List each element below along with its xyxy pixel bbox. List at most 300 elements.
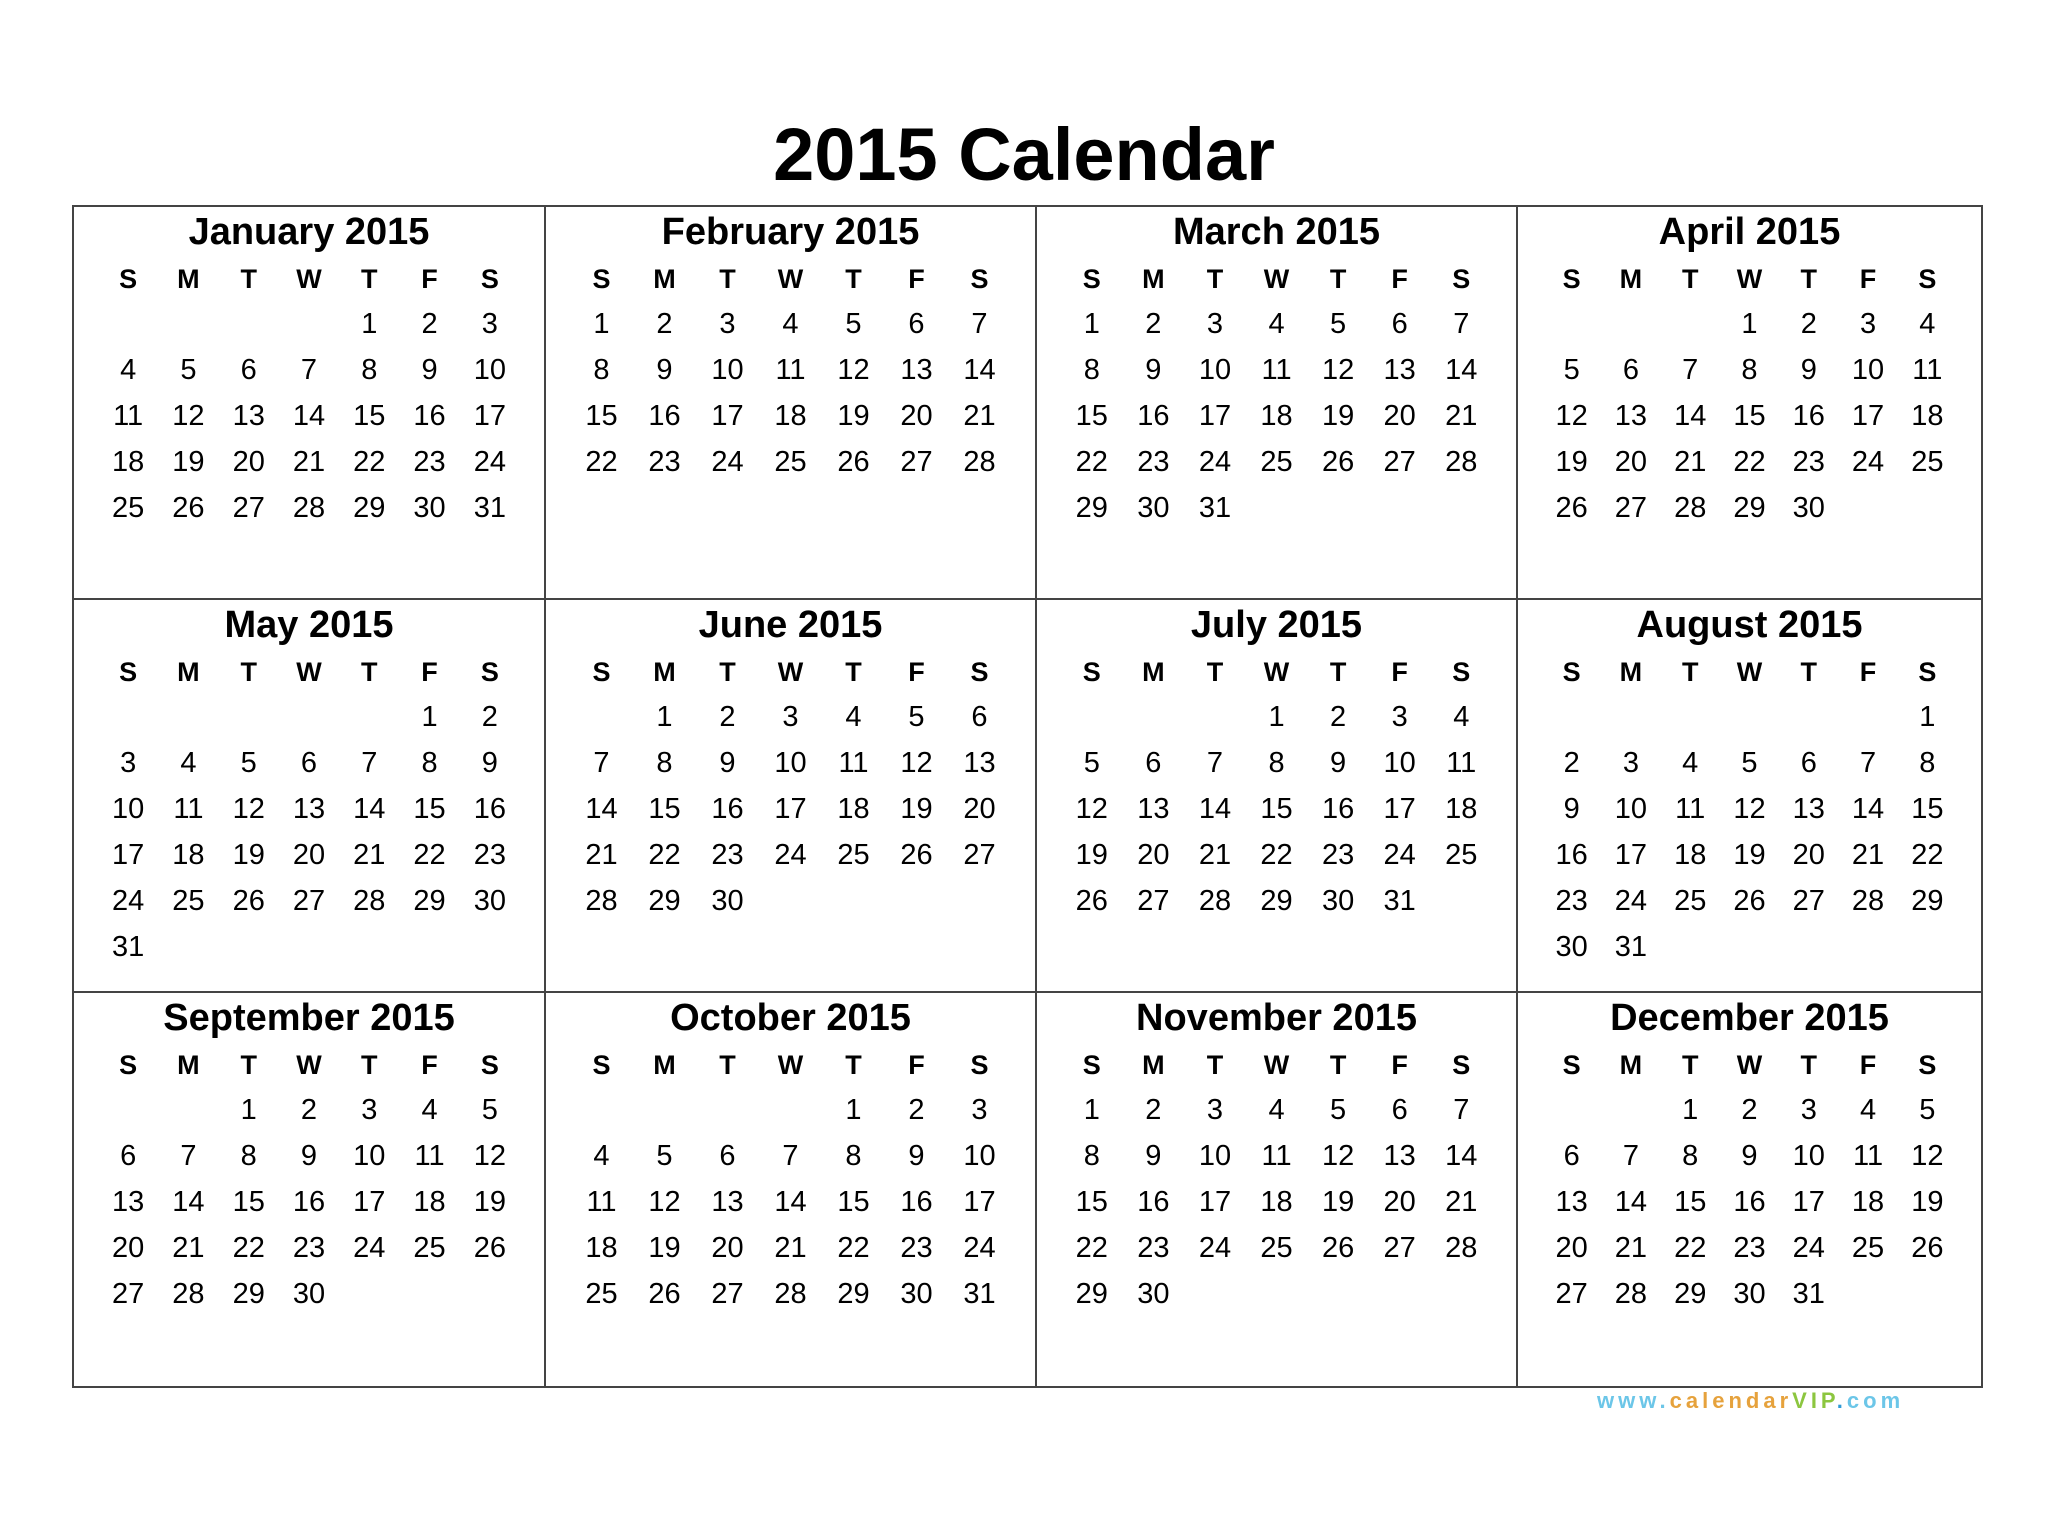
- day-cell: 1: [1741, 307, 1758, 340]
- day-cell: 10: [774, 746, 807, 779]
- week-row: [74, 1133, 544, 1179]
- month-title: August 2015: [1636, 604, 1863, 646]
- weekday-label: S: [119, 1049, 138, 1080]
- weekday-label: T: [1681, 1049, 1699, 1080]
- month-panel: [1518, 207, 1981, 600]
- day-cell: 23: [1555, 884, 1588, 917]
- week-row: [74, 924, 544, 970]
- day-cell: 8: [593, 353, 610, 386]
- weekday-label: M: [653, 656, 676, 687]
- day-cell: 11: [838, 746, 869, 779]
- week-row: [1037, 485, 1516, 531]
- week-row: [74, 740, 544, 786]
- day-cell: 3: [361, 1093, 378, 1126]
- weekday-label: S: [592, 1049, 611, 1080]
- weekday-label: S: [119, 263, 138, 294]
- day-cell: 12: [1075, 792, 1108, 825]
- day-cell: 27: [900, 445, 933, 478]
- day-cell: 4: [782, 307, 799, 340]
- weekday-label: S: [480, 263, 499, 294]
- day-cell: 28: [1674, 491, 1707, 524]
- weekday-label: W: [777, 1049, 804, 1080]
- day-cell: 1: [1268, 700, 1285, 733]
- day-cell: 9: [1145, 353, 1162, 386]
- day-cell: 17: [112, 838, 145, 871]
- week-row: [74, 485, 544, 531]
- day-cell: 26: [172, 491, 205, 524]
- day-cell: 8: [361, 353, 378, 386]
- week-row: [546, 439, 1035, 485]
- day-cell: 23: [1137, 1231, 1170, 1264]
- weekday-header-row: [74, 1043, 544, 1087]
- day-cell: 13: [1137, 792, 1170, 825]
- day-cell: 5: [1083, 746, 1100, 779]
- day-cell: 28: [585, 884, 618, 917]
- day-cell: 12: [1911, 1139, 1944, 1172]
- day-cell: 5: [845, 307, 862, 340]
- day-cell: 28: [292, 491, 326, 524]
- day-cell: 8: [1682, 1139, 1699, 1172]
- day-cell: 30: [1733, 1277, 1766, 1310]
- weekday-label: W: [1736, 656, 1763, 687]
- day-cell: 11: [113, 399, 144, 432]
- day-cell: 5: [180, 353, 197, 386]
- day-cell: 2: [656, 307, 673, 340]
- month-panel: [1037, 993, 1518, 1386]
- day-cell: 20: [1137, 838, 1170, 871]
- week-row: [1037, 694, 1516, 740]
- day-cell: 27: [1383, 445, 1416, 478]
- week-row: [546, 786, 1035, 832]
- watermark-dot: .: [1836, 1388, 1847, 1413]
- day-cell: 10: [112, 792, 145, 825]
- day-cell: 27: [1792, 884, 1825, 917]
- day-cell: 11: [1261, 1139, 1292, 1172]
- week-row: [74, 347, 544, 393]
- day-cell: 13: [292, 792, 326, 825]
- day-cell: 8: [421, 746, 438, 779]
- day-cell: 21: [1851, 838, 1885, 871]
- day-cell: 28: [774, 1277, 807, 1310]
- watermark-calendar: calendar: [1669, 1388, 1793, 1413]
- day-cell: 10: [1851, 353, 1885, 386]
- day-cell: 4: [120, 353, 137, 386]
- day-cell: 3: [719, 307, 736, 340]
- weekday-header-row: [1518, 1043, 1981, 1087]
- day-cell: 7: [593, 746, 610, 779]
- day-cell: 20: [1614, 445, 1648, 478]
- weekday-label: T: [1681, 656, 1699, 687]
- day-cell: 14: [1445, 353, 1478, 386]
- day-cell: 24: [774, 838, 807, 871]
- day-cell: 16: [1792, 399, 1825, 432]
- day-cell: 25: [1851, 1231, 1885, 1264]
- week-row: [546, 694, 1035, 740]
- weekday-label: T: [361, 263, 378, 294]
- day-cell: 14: [963, 353, 996, 386]
- week-row: [1518, 1133, 1981, 1179]
- day-cell: 19: [648, 1231, 681, 1264]
- day-cell: 20: [1792, 838, 1825, 871]
- day-cell: 2: [908, 1093, 925, 1126]
- day-cell: 18: [1911, 399, 1944, 432]
- week-row: [1037, 393, 1516, 439]
- day-cell: 28: [353, 884, 386, 917]
- weekday-label: T: [1800, 263, 1818, 294]
- day-cell: 25: [1445, 838, 1478, 871]
- week-row: [74, 1087, 544, 1133]
- day-cell: 23: [292, 1231, 326, 1264]
- month-title: March 2015: [1172, 211, 1380, 253]
- weekday-label: F: [421, 1049, 438, 1080]
- day-cell: 20: [1383, 1185, 1416, 1218]
- watermark-www: www.: [1597, 1388, 1670, 1413]
- day-cell: 26: [473, 1231, 506, 1264]
- day-cell: 6: [120, 1139, 137, 1172]
- weekday-label: F: [421, 263, 438, 294]
- weekday-label: W: [777, 263, 804, 294]
- day-cell: 23: [711, 838, 744, 871]
- day-cell: 9: [300, 1139, 318, 1172]
- day-cell: 25: [1260, 1231, 1293, 1264]
- week-row: [546, 1179, 1035, 1225]
- month-panel: [546, 600, 1037, 993]
- day-cell: 20: [711, 1231, 744, 1264]
- day-cell: 12: [232, 792, 265, 825]
- week-row: [1037, 1271, 1516, 1317]
- day-cell: 19: [172, 445, 205, 478]
- day-cell: 29: [648, 884, 681, 917]
- day-cell: 7: [971, 307, 988, 340]
- day-cell: 2: [1145, 1093, 1162, 1126]
- weekday-label: M: [1619, 1049, 1643, 1080]
- day-cell: 27: [711, 1277, 744, 1310]
- day-cell: 8: [1083, 1139, 1100, 1172]
- weekday-header-row: [1518, 257, 1981, 301]
- day-cell: 1: [1919, 700, 1936, 733]
- weekday-label: F: [421, 656, 438, 687]
- day-cell: 12: [1321, 1139, 1355, 1172]
- weekday-header-row: [1037, 650, 1516, 694]
- week-row: [546, 393, 1035, 439]
- day-cell: 14: [1198, 792, 1232, 825]
- week-row: [1037, 832, 1516, 878]
- weekday-label: S: [970, 263, 989, 294]
- day-cell: 27: [232, 491, 265, 524]
- day-cell: 18: [1260, 1185, 1293, 1218]
- day-cell: 1: [593, 307, 610, 340]
- weekday-label: M: [1619, 656, 1643, 687]
- weekday-label: F: [1859, 1049, 1877, 1080]
- weekday-label: W: [1263, 1049, 1290, 1080]
- day-cell: 18: [774, 399, 807, 432]
- day-cell: 1: [1083, 1093, 1100, 1126]
- week-row: [546, 832, 1035, 878]
- week-row: [546, 347, 1035, 393]
- day-cell: 7: [1206, 746, 1224, 779]
- day-cell: 12: [648, 1185, 681, 1218]
- day-cell: 4: [1682, 746, 1699, 779]
- weekday-label: T: [1329, 656, 1347, 687]
- day-cell: 27: [1137, 884, 1170, 917]
- weekday-label: S: [970, 656, 989, 687]
- day-cell: 15: [1260, 792, 1293, 825]
- day-cell: 29: [1911, 884, 1944, 917]
- day-cell: 7: [361, 746, 378, 779]
- day-cell: 12: [172, 399, 205, 432]
- weekday-label: S: [1918, 656, 1937, 687]
- day-cell: 2: [300, 1093, 318, 1126]
- day-cell: 23: [648, 445, 681, 478]
- weekday-label: T: [1206, 263, 1224, 294]
- day-cell: 30: [413, 491, 446, 524]
- day-cell: 20: [112, 1231, 145, 1264]
- month-title: October 2015: [670, 997, 911, 1039]
- day-cell: 25: [413, 1231, 446, 1264]
- day-cell: 10: [1198, 353, 1232, 386]
- day-cell: 31: [112, 930, 145, 963]
- day-cell: 11: [1261, 353, 1292, 386]
- day-cell: 30: [1792, 491, 1825, 524]
- day-cell: 9: [481, 746, 498, 779]
- day-cell: 8: [240, 1139, 257, 1172]
- day-cell: 24: [1614, 884, 1648, 917]
- day-cell: 3: [782, 700, 799, 733]
- day-cell: 17: [1792, 1185, 1825, 1218]
- week-row: [74, 878, 544, 924]
- day-cell: 23: [413, 445, 446, 478]
- day-cell: 25: [1911, 445, 1944, 478]
- day-cell: 28: [1614, 1277, 1648, 1310]
- weekday-header-row: [74, 650, 544, 694]
- weekday-header-row: [546, 257, 1035, 301]
- day-cell: 25: [172, 884, 205, 917]
- weekday-label: W: [1263, 656, 1290, 687]
- day-cell: 30: [473, 884, 506, 917]
- day-cell: 26: [837, 445, 870, 478]
- day-cell: 5: [240, 746, 257, 779]
- weekday-label: W: [1736, 1049, 1763, 1080]
- day-cell: 21: [585, 838, 618, 871]
- day-cell: 1: [1682, 1093, 1699, 1126]
- week-row: [74, 1271, 544, 1317]
- day-cell: 29: [1733, 491, 1766, 524]
- day-cell: 8: [1083, 353, 1100, 386]
- week-row: [1518, 1087, 1981, 1133]
- week-row: [1518, 1225, 1981, 1271]
- day-cell: 19: [837, 399, 870, 432]
- day-cell: 29: [1260, 884, 1293, 917]
- day-cell: 30: [1321, 884, 1355, 917]
- weekday-label: T: [719, 1049, 736, 1080]
- day-cell: 9: [1741, 1139, 1758, 1172]
- week-row: [1037, 1179, 1516, 1225]
- day-cell: 4: [180, 746, 197, 779]
- month-panel: [1518, 993, 1981, 1386]
- weekday-label: T: [1800, 1049, 1818, 1080]
- day-cell: 2: [481, 700, 498, 733]
- day-cell: 15: [648, 792, 681, 825]
- week-row: [74, 1225, 544, 1271]
- weekday-label: T: [361, 656, 378, 687]
- day-cell: 28: [1445, 1231, 1478, 1264]
- week-row: [1037, 1133, 1516, 1179]
- day-cell: 8: [1741, 353, 1758, 386]
- weekday-label: S: [1452, 1049, 1471, 1080]
- day-cell: 8: [1919, 746, 1936, 779]
- day-cell: 11: [173, 792, 204, 825]
- day-cell: 5: [1741, 746, 1758, 779]
- day-cell: 19: [1555, 445, 1588, 478]
- day-cell: 16: [1555, 838, 1588, 871]
- day-cell: 3: [481, 307, 498, 340]
- day-cell: 7: [180, 1139, 197, 1172]
- day-cell: 12: [1733, 792, 1766, 825]
- day-cell: 3: [1391, 700, 1408, 733]
- day-cell: 11: [775, 353, 806, 386]
- week-row: [1518, 1271, 1981, 1317]
- weekday-label: S: [1918, 263, 1937, 294]
- day-cell: 2: [1800, 307, 1817, 340]
- month-panel: [1518, 600, 1981, 993]
- day-cell: 17: [1198, 1185, 1232, 1218]
- day-cell: 18: [837, 792, 870, 825]
- day-cell: 7: [1453, 307, 1470, 340]
- day-cell: 19: [1911, 1185, 1944, 1218]
- calendar-grid: [72, 205, 1983, 1388]
- day-cell: 27: [1555, 1277, 1588, 1310]
- weekday-label: S: [1562, 263, 1581, 294]
- day-cell: 3: [971, 1093, 988, 1126]
- day-cell: 16: [292, 1185, 326, 1218]
- day-cell: 4: [421, 1093, 438, 1126]
- day-cell: 31: [1383, 884, 1416, 917]
- day-cell: 7: [1682, 353, 1699, 386]
- week-row: [74, 832, 544, 878]
- day-cell: 2: [1330, 700, 1347, 733]
- day-cell: 24: [1851, 445, 1885, 478]
- day-cell: 27: [963, 838, 996, 871]
- day-cell: 4: [593, 1139, 610, 1172]
- month-panel: [1037, 600, 1518, 993]
- day-cell: 12: [1555, 399, 1588, 432]
- month-panel: [74, 207, 546, 600]
- watermark-com: com: [1846, 1388, 1905, 1413]
- week-row: [1037, 786, 1516, 832]
- day-cell: 1: [1083, 307, 1100, 340]
- day-cell: 13: [1614, 399, 1648, 432]
- day-cell: 31: [473, 491, 506, 524]
- weekday-label: M: [1142, 656, 1165, 687]
- day-cell: 12: [473, 1139, 506, 1172]
- day-cell: 17: [353, 1185, 386, 1218]
- weekday-label: W: [1263, 263, 1290, 294]
- day-cell: 23: [473, 838, 506, 871]
- day-cell: 23: [1733, 1231, 1766, 1264]
- weekday-label: F: [908, 656, 925, 687]
- day-cell: 17: [1198, 399, 1232, 432]
- day-cell: 6: [1622, 353, 1639, 386]
- day-cell: 18: [1674, 838, 1707, 871]
- day-cell: 21: [172, 1231, 205, 1264]
- week-row: [546, 1225, 1035, 1271]
- weekday-label: F: [1859, 656, 1877, 687]
- weekday-label: M: [1619, 263, 1643, 294]
- weekday-header-row: [546, 1043, 1035, 1087]
- day-cell: 18: [172, 838, 205, 871]
- day-cell: 4: [845, 700, 862, 733]
- day-cell: 22: [1911, 838, 1944, 871]
- weekday-label: T: [845, 1049, 862, 1080]
- day-cell: 16: [413, 399, 446, 432]
- day-cell: 19: [1733, 838, 1766, 871]
- day-cell: 13: [711, 1185, 744, 1218]
- week-row: [1518, 878, 1981, 924]
- week-row: [74, 301, 544, 347]
- day-cell: 24: [1198, 445, 1232, 478]
- day-cell: 9: [719, 746, 736, 779]
- day-cell: 21: [774, 1231, 807, 1264]
- weekday-label: S: [970, 1049, 989, 1080]
- weekday-header-row: [74, 257, 544, 301]
- week-row: [546, 1087, 1035, 1133]
- watermark-vip: VIP: [1792, 1388, 1837, 1413]
- day-cell: 24: [112, 884, 145, 917]
- day-cell: 28: [1198, 884, 1232, 917]
- day-cell: 7: [300, 353, 318, 386]
- weekday-header-row: [1518, 650, 1981, 694]
- weekday-header-row: [1037, 1043, 1516, 1087]
- day-cell: 19: [473, 1185, 506, 1218]
- day-cell: 3: [1206, 1093, 1224, 1126]
- day-cell: 14: [1445, 1139, 1478, 1172]
- week-row: [1037, 878, 1516, 924]
- week-row: [74, 393, 544, 439]
- day-cell: 18: [413, 1185, 446, 1218]
- day-cell: 31: [1198, 491, 1232, 524]
- day-cell: 15: [353, 399, 386, 432]
- day-cell: 18: [1445, 792, 1478, 825]
- day-cell: 15: [1075, 1185, 1108, 1218]
- day-cell: 10: [353, 1139, 386, 1172]
- day-cell: 27: [292, 884, 326, 917]
- month-panel: [1037, 207, 1518, 600]
- week-row: [1037, 301, 1516, 347]
- weekday-label: T: [1206, 1049, 1224, 1080]
- day-cell: 16: [1733, 1185, 1766, 1218]
- month-panel: [74, 993, 546, 1386]
- weekday-label: S: [1562, 1049, 1581, 1080]
- week-row: [74, 694, 544, 740]
- day-cell: 12: [837, 353, 870, 386]
- day-cell: 10: [1383, 746, 1416, 779]
- day-cell: 16: [1321, 792, 1355, 825]
- day-cell: 17: [774, 792, 807, 825]
- week-row: [1518, 694, 1981, 740]
- day-cell: 6: [971, 700, 988, 733]
- day-cell: 26: [648, 1277, 681, 1310]
- weekday-label: S: [1452, 656, 1471, 687]
- day-cell: 4: [1859, 1093, 1877, 1126]
- day-cell: 22: [585, 445, 618, 478]
- day-cell: 22: [1075, 1231, 1108, 1264]
- week-row: [1518, 924, 1981, 970]
- day-cell: 7: [1622, 1139, 1639, 1172]
- day-cell: 14: [1851, 792, 1885, 825]
- day-cell: 9: [1563, 792, 1580, 825]
- weekday-label: S: [1082, 1049, 1101, 1080]
- week-row: [1037, 439, 1516, 485]
